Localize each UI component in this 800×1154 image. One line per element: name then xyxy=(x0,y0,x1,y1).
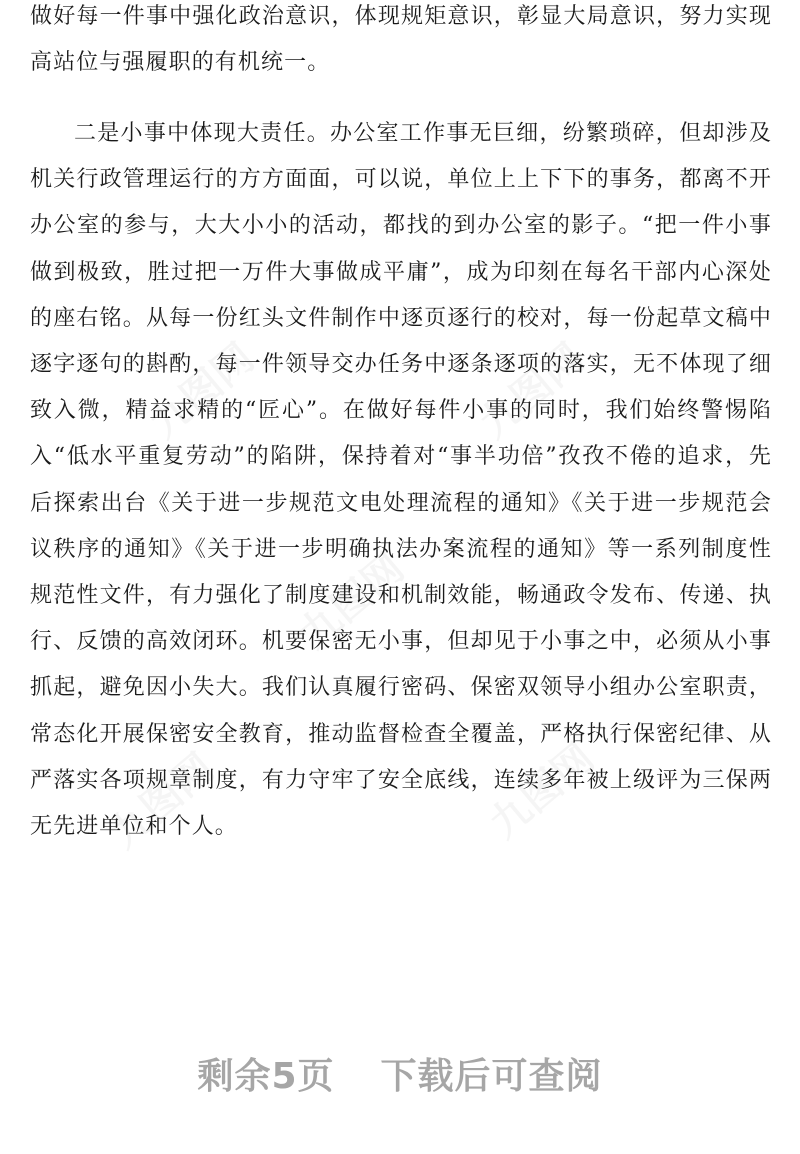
paragraph-continuation: 做好每一件事中强化政治意识，体现规矩意识，彰显大局意识，努力实现高站位与强履职的有机统一。 xyxy=(30,4,772,76)
remaining-pages-banner[interactable] xyxy=(0,1048,800,1099)
paragraph-small-matters-big-responsibility: 二是小事中体现大责任。办公室工作事无巨细，纷繁琐碎，但却涉及机关行政管理运行的方方面面，可以说，单位上上下下的事务，都离不开办公室的参与，大大小小的活动，都找的到办公室的影子。“把一件小事做到极致，胜过把一万件大事做成平庸”，成为印刻在每名干部内心深处的座右铭。从每一份红头文件制作中逐页逐行的校对，每一份起草文稿中逐字逐句的斟酌，每一件领导交办任务中逐条逐项的落实，无不体现了细致入微，精益求精的“匠心”。在做好每件小事的同时，我们始终警惕陷入“低水平重复劳动”的陷阱，保持着对“事半功倍”孜孜不倦的追求，先后探索出台《关于进一步规范文电处理流程的通知》《关于进一步规范会议秩序的通知》《关于进一步明确执法办案流程的通知》等一系列制度性规范性文件，有力强化了制度建设和机制效能，畅通政令发布、传递、执行、反馈的高效闭环。机要保密无小事，但却见于小事之中，必须从小事抓起，避免因小失大。我们认真履行密码、保密双领导小组办公室职责，常态化开展保密安全教育，推动监督检查全覆盖，严格执行保密纪律、从严落实各项规章制度，有力守牢了安全底线，连续多年被上级评为三保两无先进单位和个人。 xyxy=(30,121,772,840)
remaining-pages-text: 剩余5页 xyxy=(197,1056,335,1097)
download-to-view-text: 下载后可查阅 xyxy=(380,1056,603,1097)
